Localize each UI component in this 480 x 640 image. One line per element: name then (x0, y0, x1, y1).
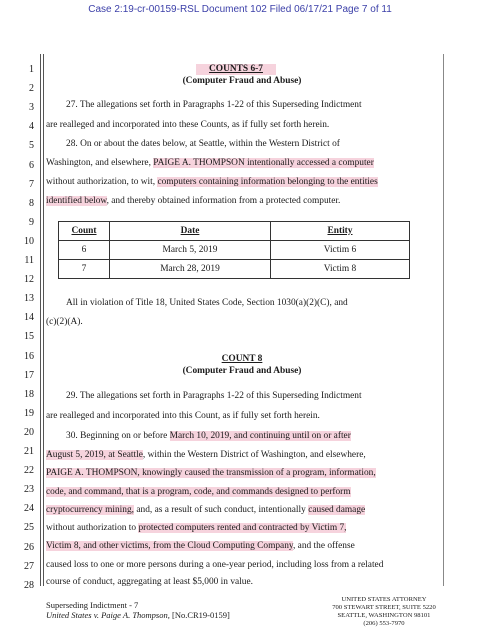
line-number: 25 (24, 522, 34, 534)
line-number: 24 (24, 503, 34, 515)
footer-city: SEATTLE, WASHINGTON 98101 (337, 612, 431, 619)
line-number: 28 (24, 579, 34, 591)
count-8-title: COUNT 8 (221, 354, 263, 364)
highlight: identified below (46, 196, 107, 206)
line-number: 23 (24, 484, 34, 496)
line-number: 27 (24, 560, 34, 572)
line-number: 2 (29, 83, 34, 95)
table-cell: 7 (59, 260, 110, 279)
para-27-line1: 27. The allegations set forth in Paragraphs 1-22 of this Superseding Indictment (66, 100, 362, 110)
para-30-line2: August 5, 2019, at Seattle, within the Western District of Washington, and elsewhere, (46, 450, 366, 460)
footer-office: UNITED STATES ATTORNEY (341, 596, 427, 603)
line-number: 20 (24, 426, 34, 438)
table-row (59, 260, 410, 279)
line-number: 19 (24, 407, 34, 419)
counts-6-7-title: COUNTS 6-7 (196, 64, 276, 75)
para-30-line7: Victim 8, and other victims, from the Cloud Computing Company, and the offense (46, 541, 355, 551)
line-number: 1 (29, 64, 34, 75)
line-number: 13 (24, 293, 34, 305)
para-30-line1: 30. Beginning on or before March 10, 2019, and continuing until on or after (66, 431, 351, 441)
para-30-line9: course of conduct, aggregating at least $5,000 in value. (46, 577, 253, 587)
highlight: PAIGE A. THOMPSON, knowingly caused the transmission of a program, information, (46, 468, 376, 478)
line-number: 18 (24, 388, 34, 400)
table-cell: March 28, 2019 (110, 260, 271, 279)
line-number: 4 (29, 121, 34, 133)
line-number: 11 (24, 255, 34, 266)
table-cell: Victim 6 (271, 241, 410, 260)
left-margin-rule (40, 54, 41, 586)
line-number: 5 (29, 140, 34, 152)
para-28-line2: Washington, and elsewhere, PAIGE A. THOMPSON intentionally accessed a computer (46, 158, 374, 168)
line-number: 22 (24, 465, 34, 477)
table-cell: March 5, 2019 (110, 241, 271, 260)
footer-phone: (206) 553-7970 (363, 620, 405, 627)
case-header: Case 2:19-cr-00159-RSL Document 102 Filed 06/17/21 Page 7 of 11 (88, 4, 392, 15)
line-number: 26 (24, 541, 34, 553)
highlight: code, and command, that is a program, code, and commands designed to perform (46, 487, 351, 497)
line-number: 10 (24, 235, 34, 247)
highlight: caused damage (308, 505, 366, 515)
highlight: March 10, 2019, and continuing until on or after (169, 431, 351, 441)
table-header-entity: Entity (271, 222, 410, 241)
para-30-line6: without authorization to protected computers rented and contracted by Victim 7, (46, 523, 347, 533)
footer-left (46, 600, 230, 620)
footer-case-caption: United States v. Paige A. Thompson, [No.CR19-0159] (46, 610, 230, 620)
para-30-line4 (46, 487, 438, 498)
line-number: 9 (29, 216, 34, 228)
line-number: 15 (24, 331, 34, 343)
highlight: protected computers rented and contracted by Victim 7, (138, 523, 347, 533)
footer-doc-title: Superseding Indictment - 7 (46, 600, 139, 610)
line-number: 16 (24, 350, 34, 362)
line-number: 6 (29, 159, 34, 171)
line-number: 8 (29, 197, 34, 209)
table-row (59, 241, 410, 260)
para-27-line2: are realleged and incorporated into these Counts, as if fully set forth herein. (46, 120, 330, 130)
highlight: Victim 8, and other victims, from the Cloud Computing Company (46, 541, 293, 551)
line-number: 14 (24, 312, 34, 324)
table-header-row (59, 222, 410, 241)
count-8-subtitle: (Computer Fraud and Abuse) (182, 366, 302, 376)
line-number: 7 (29, 178, 34, 190)
line-number: 17 (24, 369, 34, 381)
table-header-date: Date (110, 222, 271, 241)
highlight: PAIGE A. THOMPSON intentionally accessed a computer (153, 158, 374, 168)
para-29-line1: 29. The allegations set forth in Paragraphs 1-22 of this Superseding Indictment (66, 391, 362, 401)
counts-table (58, 221, 410, 279)
highlight: cryptocurrency mining, (46, 505, 134, 515)
para-28-line4: identified below, and thereby obtained information from a protected computer. (46, 196, 341, 206)
para-30-line5: cryptocurrency mining, and, as a result of such conduct, intentionally caused damage (46, 505, 366, 515)
violation-line1: All in violation of Title 18, United States Code, Section 1030(a)(2)(C), and (66, 298, 348, 308)
right-margin-rule (443, 54, 444, 586)
para-28-line3: without authorization, to wit, computers containing information belonging to the entities (46, 177, 378, 187)
line-number: 3 (29, 102, 34, 114)
violation-line2: (c)(2)(A). (46, 317, 83, 327)
para-28-line1: 28. On or about the dates below, at Seattle, within the Western District of (66, 139, 340, 149)
para-30-line3 (46, 468, 438, 479)
highlight: August 5, 2019, at Seattle (46, 450, 143, 460)
line-number: 12 (24, 274, 34, 286)
footer-street: 700 STEWART STREET, SUITE 5220 (332, 604, 436, 611)
left-margin-rule-inner (43, 54, 44, 586)
table-header-count: Count (59, 222, 110, 241)
para-30-line8: caused loss to one or more persons during a one-year period, including loss from a related (46, 560, 384, 570)
para-29-line2: are realleged and incorporated into this Count, as if fully set forth herein. (46, 411, 320, 421)
highlight: computers containing information belonging to the entities (157, 177, 378, 187)
footer-address-block (316, 596, 452, 628)
table-cell: 6 (59, 241, 110, 260)
table-cell: Victim 8 (271, 260, 410, 279)
line-number: 21 (24, 446, 34, 457)
counts-6-7-subtitle: (Computer Fraud and Abuse) (182, 76, 302, 86)
